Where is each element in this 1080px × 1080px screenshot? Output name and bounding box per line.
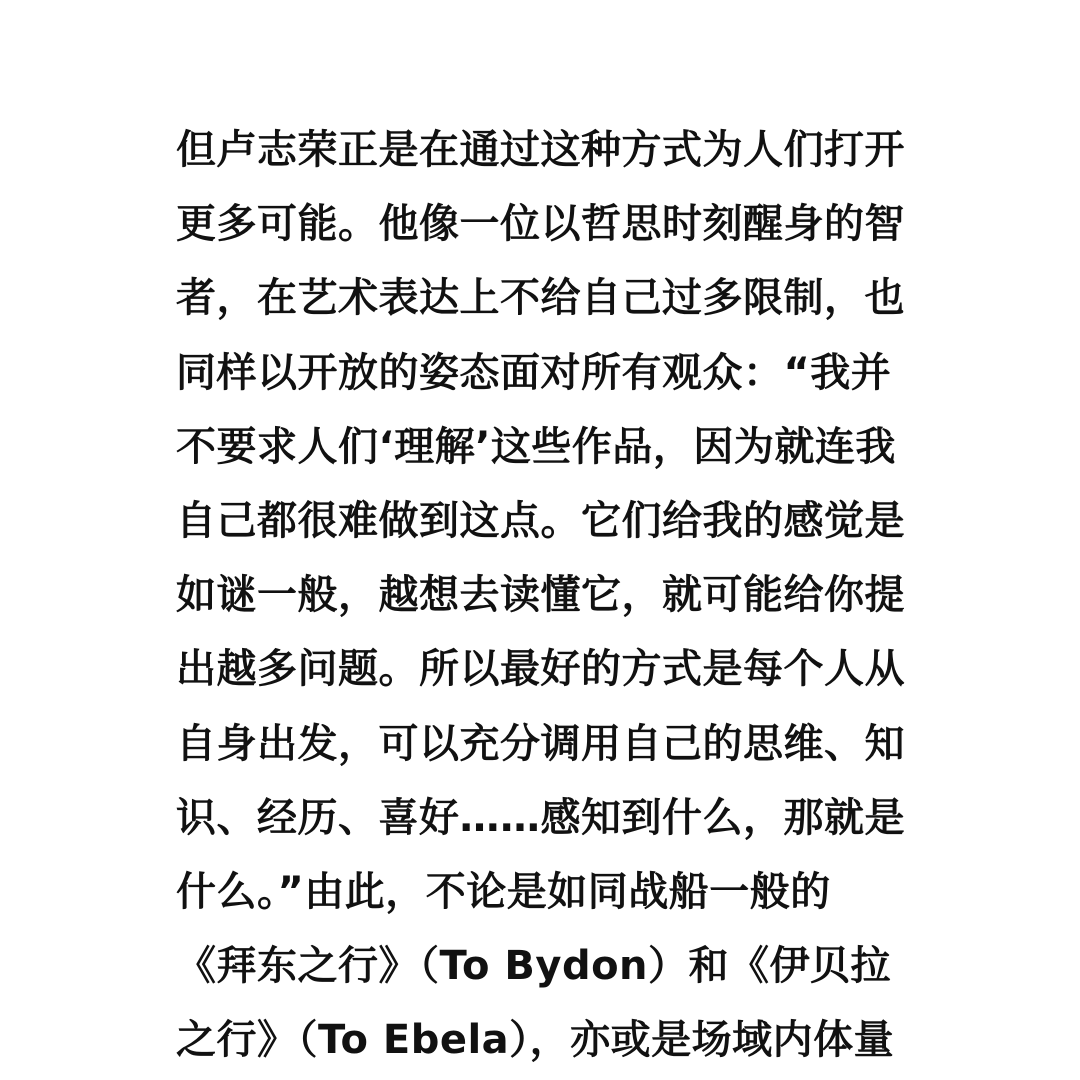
paragraph-line: 什么。”由此，不论是如同战船一般的: [176, 868, 831, 915]
paragraph-line: 不要求人们‘理解’这些作品，因为就连我: [176, 423, 896, 470]
paragraph-line: 之行》（To Ebela），亦或是场域内体量: [176, 1017, 895, 1064]
paragraph-line: 《拜东之行》（To Bydon）和《伊贝拉: [176, 943, 892, 990]
paragraph-line: 如谜一般，越想去读懂它，就可能给你提: [176, 572, 905, 619]
paragraph-line: 更多可能。他像一位以哲思时刻醒身的智: [176, 201, 905, 248]
paragraph-line: 自身出发，可以充分调用自己的思维、知: [176, 720, 905, 767]
paragraph-line: 自己都很难做到这点。它们给我的感觉是: [176, 497, 905, 544]
paragraph-line: 出越多问题。所以最好的方式是每个人从: [176, 646, 905, 693]
paragraph-line: 同样以开放的姿态面对所有观众：“我并: [176, 349, 892, 396]
paragraph-line: 者，在艺术表达上不给自己过多限制，也: [176, 275, 905, 322]
paragraph-line: 识、经历、喜好……感知到什么，那就是: [176, 794, 905, 841]
article-body: [176, 113, 916, 1077]
paragraph-line: 但卢志荣正是在通过这种方式为人们打开: [176, 127, 905, 173]
